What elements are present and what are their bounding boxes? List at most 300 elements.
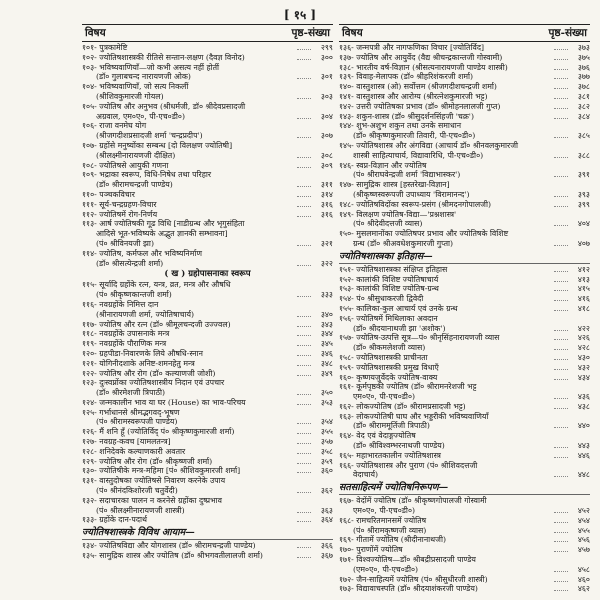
- leader-dots: [297, 49, 311, 50]
- toc-entry: [339, 506, 590, 516]
- entry-title: १४८- ज्योतिषविदोंका स्वरूप-प्रसंग (श्रीमदनगोपालजी): [339, 199, 492, 209]
- right-entries: [339, 43, 590, 594]
- entry-page: ३९१: [577, 170, 590, 180]
- leader-dots: [554, 571, 568, 572]
- entry-title: ११३- आर्ष ज्योतिषकी गूढ विधि [नाडीग्रन्थ और भृगुसंहिता: [82, 219, 245, 229]
- leader-dots: [297, 394, 311, 395]
- leader-dots: [554, 59, 568, 60]
- entry-page: ४५८: [577, 564, 590, 574]
- entry-title: १६८- रामचरितमानसमें ज्योतिष: [339, 515, 427, 525]
- entry-page: ३४५: [320, 339, 333, 349]
- entry-title: १५५- कालिका-कुल आचार्य एवं उनके ग्रन्थ: [339, 303, 458, 313]
- entry-title: १४७- सामुद्रिक शास्त्र [हस्तरेखा-विज्ञान]: [339, 180, 450, 190]
- toc-entry: [82, 408, 333, 418]
- toc-entry: [339, 555, 590, 565]
- entry-title: (पं० श्रीनंदकिशोरजी चतुर्वेदी): [96, 486, 178, 496]
- entry-title: १०९- भद्राका स्वरूप, विधि-निषेध तथा परिहार: [82, 170, 212, 180]
- entry-page: ३५८: [320, 446, 333, 456]
- entry-page: ४०७: [577, 238, 590, 248]
- leader-dots: [554, 369, 568, 370]
- entry-title: १५४- पं० श्रीसुधाकरजी द्विवेदी: [339, 294, 424, 304]
- toc-entry: [82, 541, 333, 551]
- toc-entry: [82, 280, 333, 290]
- entry-title: आदिसे भूत-भविष्यके अद्भुत ज्ञानकी सम्भावना]: [96, 229, 228, 239]
- leader-dots: [554, 118, 568, 119]
- toc-entry: [339, 210, 590, 220]
- leader-dots: [554, 581, 568, 582]
- left-column-header: [82, 24, 333, 42]
- toc-entry: [82, 349, 333, 359]
- leader-dots: [297, 265, 311, 266]
- leader-dots: [297, 196, 311, 197]
- entry-page: ३६७: [320, 551, 333, 561]
- toc-entry: [339, 304, 590, 314]
- leader-dots: [297, 547, 311, 548]
- leader-dots: [297, 443, 311, 444]
- entry-title: १०१- पुत्रकामेष्टि: [82, 43, 128, 52]
- leader-dots: [297, 423, 311, 424]
- section-heading: ज्योतिषशास्त्रके विविध आयाम—: [82, 526, 333, 540]
- toc-entry: [339, 402, 590, 412]
- entry-page: ४५५: [577, 525, 590, 535]
- page-number: [ १५ ]: [283, 8, 317, 22]
- entry-page: ३०३: [320, 91, 333, 101]
- toc-entry: [82, 249, 333, 259]
- toc-entry: [82, 170, 333, 180]
- toc-entry: [82, 496, 333, 506]
- entry-page: ४४३: [577, 441, 590, 451]
- leader-dots: [297, 78, 311, 79]
- entry-page: ३६०: [320, 466, 333, 476]
- entry-page: ४४६: [577, 450, 590, 460]
- sub-heading: ( ख ) ग्रहोपासनाका स्वरूप: [164, 269, 251, 280]
- entry-title: शास्त्री साहित्याचार्य, विद्यावारिधि, पी-एच०डी०): [353, 150, 484, 160]
- entry-title: (डॉ० श्रीकमलेशजी व्यास): [353, 343, 426, 353]
- toc-entry: [82, 378, 333, 388]
- entry-page: ३१४: [320, 189, 333, 199]
- entry-title: १६२- लोकज्योतिष (डॉ० श्रीरामप्रसादजी भट्ट): [339, 401, 466, 411]
- toc-entry: [339, 53, 590, 63]
- entry-title: ११७- ज्योतिष और रत्न (डॉ० श्रीमूलचन्दजी उज्ज्वल): [82, 319, 231, 329]
- entry-page: ४१२: [577, 264, 590, 274]
- entry-title: १७३- विद्यावाचस्पति (डॉ० श्रीदयाशंकरजी पाण्डेय): [339, 584, 478, 594]
- toc-entry: [82, 417, 333, 427]
- entry-page: ३४८: [320, 358, 333, 368]
- entry-title: (पं० श्रीरामकृष्णजी व्यास): [353, 525, 427, 535]
- toc-entry: [339, 43, 590, 53]
- entry-title: (श्रीकृष्णस्वरूपजी उपाध्याय 'विरामानन्द'): [353, 189, 470, 199]
- entry-title: अग्रवाल, एम०ए०, पी-एच०डी०): [96, 111, 185, 121]
- entry-page: ३९३: [577, 189, 590, 199]
- toc-entry: [339, 353, 590, 363]
- entry-page: ३५३: [320, 397, 333, 407]
- entry-page: ४२२: [577, 323, 590, 333]
- toc-entry: [339, 190, 590, 200]
- entry-title: (पं० श्रीकृष्णकान्तजी शर्मा): [96, 290, 172, 300]
- toc-entry: [339, 229, 590, 239]
- leader-dots: [554, 522, 568, 523]
- leader-dots: [297, 118, 311, 119]
- toc-entry: [82, 190, 333, 200]
- leader-dots: [554, 225, 568, 226]
- toc-entry: [339, 314, 590, 324]
- entry-page: ३५५: [320, 427, 333, 437]
- entry-page: ३४३: [320, 319, 333, 329]
- toc-entry: [339, 239, 590, 249]
- entry-title: १५३- कालांकी विशिष्ट ज्योतिष-ग्रन्थ: [339, 284, 439, 294]
- leader-dots: [297, 345, 311, 346]
- entry-title: (डॉ० श्रीरमेशजी त्रिपाठी): [96, 388, 166, 398]
- toc-entry: [339, 275, 590, 285]
- toc-entry: [339, 461, 590, 471]
- toc-entry: [82, 447, 333, 457]
- leader-dots: [297, 472, 311, 473]
- leader-dots: [554, 476, 568, 477]
- entry-page: ४१८: [577, 303, 590, 313]
- entry-page: ३०४: [320, 111, 333, 121]
- entry-page: ४३८: [577, 401, 590, 411]
- entry-title: १०७- ग्रहोंसे मनुष्योंका सम्बन्ध [दो विलक्षण ज्योतिषी]: [82, 140, 233, 150]
- entry-title: १०४- भविष्यवाणियाँ, जो सत्य निकलीं: [82, 82, 189, 92]
- entry-title: (श्रीशिवकुमारजी गोयल): [96, 91, 164, 101]
- entry-page: ४५२: [577, 506, 590, 516]
- leader-dots: [297, 98, 311, 99]
- toc-entry: [339, 72, 590, 82]
- leader-dots: [554, 532, 568, 533]
- toc-entry: [339, 219, 590, 229]
- entry-title: (पं० श्रीराघवेन्द्रजी शर्मा 'विद्याभास्कर'): [353, 170, 461, 180]
- entry-page: ३७५: [577, 52, 590, 62]
- entry-title: १६१- कूर्मपृष्ठकी ज्योतिष (डॉ० श्रीरामनरेशजी भट्ट: [339, 382, 477, 392]
- entry-page: ४३०: [577, 352, 590, 362]
- toc-entry: [339, 102, 590, 112]
- entry-page: ३०१: [320, 72, 333, 82]
- section-heading: सतसाहित्यमें ज्योतिषनिरूपण—: [339, 481, 590, 495]
- leader-dots: [554, 88, 568, 89]
- entry-title: १४४- शुभ-अशुभ शकुन तथा उनके समाधान: [339, 121, 462, 131]
- entry-page: ४६०: [577, 574, 590, 584]
- leader-dots: [554, 379, 568, 380]
- toc-entry: [339, 496, 590, 506]
- entry-title: १४९- विलक्षण ज्योतिष-विद्या—'प्रश्नशास्त्र': [339, 209, 457, 219]
- entry-title: (पं० श्रीदेवीदत्तजी व्यास): [353, 219, 423, 229]
- entry-page: ३२१: [320, 238, 333, 248]
- entry-title: (एम०ए०, पी-एच०डी०): [353, 564, 419, 574]
- entry-page: ३००: [320, 52, 333, 62]
- toc-entry: [82, 466, 333, 476]
- entry-title: १०२- ज्योतिषशास्त्रकी रीतिसे सन्तान-लक्षण (दैवज्ञ विनोद): [82, 52, 245, 62]
- leader-dots: [297, 355, 311, 356]
- leader-dots: [554, 69, 568, 70]
- entry-page: ३७३: [577, 43, 590, 52]
- leader-dots: [554, 271, 568, 272]
- toc-entry: [339, 373, 590, 383]
- entry-page: ३७८: [577, 82, 590, 92]
- toc-entry: [82, 82, 333, 92]
- leader-dots: [554, 447, 568, 448]
- toc-entry: [339, 545, 590, 555]
- entry-page: ४३६: [577, 392, 590, 402]
- toc-entry: [339, 324, 590, 334]
- toc-entry: [339, 343, 590, 353]
- entry-page: ४२८: [577, 343, 590, 353]
- leader-dots: [297, 316, 311, 317]
- entry-title: ११२- ज्योतिषमें रोग-निर्णय: [82, 209, 158, 219]
- toc-entry: [82, 359, 333, 369]
- toc-entry: [339, 82, 590, 92]
- entry-page: ३४०: [320, 309, 333, 319]
- entry-page: ३८४: [577, 111, 590, 121]
- entry-title: (श्रीनारायणजी शर्मा, ज्योतिषाचार्य): [96, 309, 195, 319]
- toc-entry: [339, 516, 590, 526]
- leader-dots: [554, 281, 568, 282]
- entry-title: १३४- ज्योतिषविद्या और योगशास्त्र (डॉ० श्रीरामचन्द्रजी पाण्डेय): [82, 541, 256, 551]
- entry-title: १२३- दुःस्वप्नोंका ज्योतिषशास्त्रीय निदान एवं उपचार: [82, 378, 225, 388]
- page-count-heading: पृष्ठ-संख्या: [291, 27, 330, 39]
- entry-page: ४३२: [577, 362, 590, 372]
- leader-dots: [297, 59, 311, 60]
- left-entries: [82, 43, 333, 561]
- leader-dots: [297, 296, 311, 297]
- entry-title: (पं० श्रीलक्ष्मीनारायणजी शास्त्री): [96, 505, 185, 515]
- toc-entry: [339, 535, 590, 545]
- leader-dots: [297, 137, 311, 138]
- toc-entry: [82, 551, 333, 561]
- entry-page: २९९: [320, 43, 333, 52]
- toc-entry: [82, 102, 333, 112]
- leader-dots: [554, 196, 568, 197]
- entry-page: ३०९: [320, 160, 333, 170]
- toc-entry: [82, 239, 333, 249]
- entry-title: १५०- मुसलमानोंका ज्योतिषपर प्रभाव और ज्योतिषके विशिष्ट: [339, 229, 509, 239]
- section-heading: ज्योतिषशास्त्रका इतिहास—: [339, 250, 590, 264]
- leader-dots: [554, 137, 568, 138]
- entry-title: (पं० श्रीरामस्वरूपजी पाण्डेय): [96, 417, 178, 427]
- toc-entry: [339, 421, 590, 431]
- leader-dots: [297, 557, 311, 558]
- leader-dots: [554, 551, 568, 552]
- entry-title: (श्रीलक्ष्मीनारायणजी दीक्षित): [96, 150, 176, 160]
- entry-title: (श्रीजगदीशप्रसादजी शर्मा 'चन्द्रप्रदीप'): [96, 131, 203, 141]
- toc-entry: [339, 526, 590, 536]
- leader-dots: [554, 245, 568, 246]
- entry-title: (पं० श्रीविनयजी झा): [96, 238, 154, 248]
- leader-dots: [554, 49, 568, 50]
- leader-dots: [554, 541, 568, 542]
- leader-dots: [554, 310, 568, 311]
- entry-title: १५२- कालांकी विशिष्ट ज्योतिषाचार्य: [339, 274, 439, 284]
- column-heading: विषय: [85, 27, 106, 39]
- entry-page: ४१६: [577, 294, 590, 304]
- entry-page: ३५७: [320, 437, 333, 447]
- leader-dots: [554, 176, 568, 177]
- entry-page: ३६२: [320, 486, 333, 496]
- entry-title: १२५- गर्भाधानसे श्रीमद्भगवद्-भूषण: [82, 407, 180, 417]
- entry-title: १३२- सदाचारका पालन न करनेसे ग्रहोंका दुष्प्रभाव: [82, 495, 222, 505]
- entry-title: १५१- ज्योतिषशास्त्रका संक्षिप्त इतिहास: [339, 264, 448, 274]
- leader-dots: [297, 186, 311, 187]
- toc-entry: [82, 131, 333, 141]
- toc-entry: [339, 112, 590, 122]
- entry-page: ३६४: [320, 515, 333, 525]
- toc-entry: [82, 151, 333, 161]
- entry-page: ३०७: [320, 131, 333, 141]
- entry-page: ३८१: [577, 91, 590, 101]
- entry-page: ३४६: [320, 348, 333, 358]
- entry-title: (डॉ० श्रीकृष्णकुमारजी तिवारी, पी-एच०डी०): [353, 131, 476, 141]
- toc-entry: [82, 200, 333, 210]
- toc-entry: [82, 141, 333, 151]
- entry-title: १२४- जन्मकालीन भाव या घर (House) का भाव-परिचय: [82, 397, 246, 407]
- entry-title: १६६- ज्योतिषशास्त्र और पुराण (पं० श्रीशिवदत्तजी: [339, 460, 478, 470]
- toc-entry: [82, 180, 333, 190]
- entry-title: (डॉ० श्रीरामचन्द्रजी पाण्डेय): [96, 180, 173, 190]
- leader-dots: [554, 98, 568, 99]
- toc-entry: [82, 398, 333, 408]
- entry-title: १२१- योगिनीदशाके अनिष्ट-शमनहेतु मन्त्र: [82, 358, 195, 368]
- contents-columns: [82, 24, 590, 596]
- entry-title: १७२- जैन-साहित्यमें ज्योतिष (पं० श्रीसुधीरजी शास्त्री): [339, 574, 488, 584]
- leader-dots: [297, 453, 311, 454]
- entry-page: ४३४: [577, 372, 590, 382]
- leader-dots: [297, 335, 311, 336]
- entry-page: ४५७: [577, 545, 590, 555]
- entry-title: (डॉ० श्रीसत्येन्द्रजी शर्मा): [96, 258, 164, 268]
- leader-dots: [554, 359, 568, 360]
- leader-dots: [297, 433, 311, 434]
- toc-entry: [82, 515, 333, 525]
- toc-entry: [82, 310, 333, 320]
- leader-dots: [297, 521, 311, 522]
- entry-title: एम०ए०, पी-एच०डी०): [353, 392, 416, 402]
- entry-title: १०५- ज्योतिष और अनुभव (श्रीधर्मजी, डॉ० श्रीदेवप्रसादजी: [82, 101, 246, 111]
- entry-title: १३९- विवाह-मेलापक (डॉ० श्रीहरिशंकरजी शर्मा): [339, 72, 474, 82]
- entry-page: ३७७: [577, 72, 590, 82]
- entry-title: १२०- ग्रहपीडा-निवारणके लिये औषधि-स्नान: [82, 348, 203, 358]
- entry-page: ३५९: [320, 456, 333, 466]
- entry-title: १४३- शकुन-शास्त्र (डॉ० श्रीसुदर्शनसिंहजी 'चक्र'): [339, 111, 474, 121]
- toc-entry: [339, 294, 590, 304]
- leader-dots: [554, 398, 568, 399]
- entry-title: १३१- वास्तुदोषका ज्योतिषसे निवारण करनेके उपाय: [82, 476, 226, 486]
- toc-entry: [339, 151, 590, 161]
- toc-entry: [82, 53, 333, 63]
- entry-title: १३८- भारतीय वर्ष-विज्ञान (श्रीसत्यनारायणजी पाण्डेय शास्त्री): [339, 62, 508, 72]
- toc-entry: [339, 284, 590, 294]
- toc-entry: [339, 180, 590, 190]
- entry-title: १५९- ज्योतिषशास्त्रकी प्रमुख विधाएँ: [339, 362, 439, 372]
- entry-title: १०३- भविष्यवाणियाँ—जो कभी असत्य नहीं होतीं: [82, 62, 220, 72]
- toc-entry: [339, 141, 590, 151]
- entry-title: १०६- राजा वनमेघ योग: [82, 121, 147, 131]
- toc-entry: [82, 219, 333, 229]
- toc-entry: [339, 63, 590, 73]
- entry-title: १६३- लोकज्योतिषी घाघ और भड्डरीकी भविष्यवाणियाँ: [339, 411, 489, 421]
- entry-page: ४५४: [577, 515, 590, 525]
- leader-dots: [554, 590, 568, 591]
- entry-page: ४२६: [577, 333, 590, 343]
- leader-dots: [297, 157, 311, 158]
- toc-entry: [82, 210, 333, 220]
- entry-title: ११०- पञ्चकविचार: [82, 189, 135, 199]
- toc-entry: [82, 92, 333, 102]
- entry-title: १२२- ज्योतिष और रोग (डॉ० कल्याणजी जोशी): [82, 368, 216, 378]
- toc-entry: [82, 43, 333, 53]
- entry-page: ४६२: [577, 584, 590, 594]
- entry-title: १४०- वास्तुशास्त्र (ओ) सर्वोत्तम (श्रीजगदीशचन्द्रजी शर्मा): [339, 82, 497, 92]
- entry-title: १४१- वास्तुशास्त्र और आरोग्य (श्रीरत्नेशकुमारजी भट्ट): [339, 91, 488, 101]
- leader-dots: [554, 427, 568, 428]
- entry-title: १४५- ज्योतिषशास्त्र और अंगविद्या (आचार्य डॉ० श्रीनवलकुमारजी: [339, 140, 518, 150]
- toc-entry: [82, 112, 333, 122]
- entry-page: ३४४: [320, 329, 333, 339]
- entry-title: ११६- नवग्रहोंके निमित्त दान: [82, 299, 159, 309]
- entry-title: १३५- सामुद्रिक शास्त्र और ज्योतिष (डॉ० श्रीभगवतीलालजी शर्मा): [82, 551, 263, 561]
- toc-entry: [82, 63, 333, 73]
- entry-page: ४५६: [577, 535, 590, 545]
- entry-page: ३६६: [320, 541, 333, 551]
- toc-entry: [339, 161, 590, 171]
- entry-page: ३८८: [577, 150, 590, 160]
- toc-entry: [339, 584, 590, 594]
- entry-title: १५७- ज्योतिष-उत्पत्ति सूत्र—पं० श्रीनृसिंहनारायणजी व्यास: [339, 333, 500, 343]
- entry-page: ३३३: [320, 290, 333, 300]
- entry-title: १०८- ज्योतिषसे आयुकी गणना: [82, 160, 169, 170]
- leader-dots: [554, 457, 568, 458]
- toc-entry: [339, 363, 590, 373]
- entry-title: १२६- मैं शनि हूँ (ज्योतिर्विद् पं० श्रीकृष्णकुमारजी शर्मा): [82, 427, 235, 437]
- leader-dots: [297, 404, 311, 405]
- entry-title: १३६- जन्मपत्री और नागफणिका विचार [ज्योतिर्विद]: [339, 43, 485, 52]
- entry-page: ३८२: [577, 101, 590, 111]
- leader-dots: [554, 108, 568, 109]
- toc-entry: [339, 200, 590, 210]
- entry-title: १६४- वेद एवं वेदाङ्गज्योतिष: [339, 431, 416, 441]
- entry-page: ४१५: [577, 284, 590, 294]
- leader-dots: [554, 339, 568, 340]
- toc-entry: [339, 131, 590, 141]
- toc-entry: [82, 229, 333, 239]
- toc-entry: [82, 329, 333, 339]
- leader-dots: [554, 206, 568, 207]
- entry-title: १७१- विश्वज्योतिष—डॉ० श्रीबद्रीप्रसादजी पाण्डेय: [339, 555, 476, 565]
- toc-entry: [339, 431, 590, 441]
- entry-title: १६५- महाभारतकालीन ज्योतिषशास्त्र: [339, 450, 441, 460]
- entry-page: ३५४: [320, 417, 333, 427]
- leader-dots: [554, 157, 568, 158]
- toc-entry: [82, 437, 333, 447]
- entry-title: एम०ए०, पी-एच०डी०): [353, 506, 416, 516]
- toc-entry: [82, 369, 333, 379]
- toc-entry: [339, 565, 590, 575]
- entry-page: ३२२: [320, 258, 333, 268]
- toc-entry: [82, 290, 333, 300]
- entry-title: (डॉ० श्रीराममूर्तिजी त्रिपाठी): [353, 421, 430, 431]
- entry-page: ४४८: [577, 470, 590, 480]
- entry-page: ३४९: [320, 368, 333, 378]
- toc-entry: [339, 451, 590, 461]
- right-column: [339, 24, 590, 596]
- entry-title: १६७- वेदोंमें ज्योतिष (डॉ० श्रीकृष्णगोपालजी गोस्वामी: [339, 496, 487, 506]
- entry-title: ग्रन्थ (डॉ० श्रीअवधेशकुमारजी गुप्ता): [353, 238, 454, 248]
- toc-entry: [82, 72, 333, 82]
- entry-title: १२९- ज्योतिष और रोग (डॉ० श्रीकृष्णजी शर्मा): [82, 456, 213, 466]
- toc-entry: [339, 170, 590, 180]
- toc-entry: [339, 575, 590, 585]
- toc-entry: [82, 339, 333, 349]
- toc-entry: [82, 259, 333, 269]
- toc-entry: [339, 265, 590, 275]
